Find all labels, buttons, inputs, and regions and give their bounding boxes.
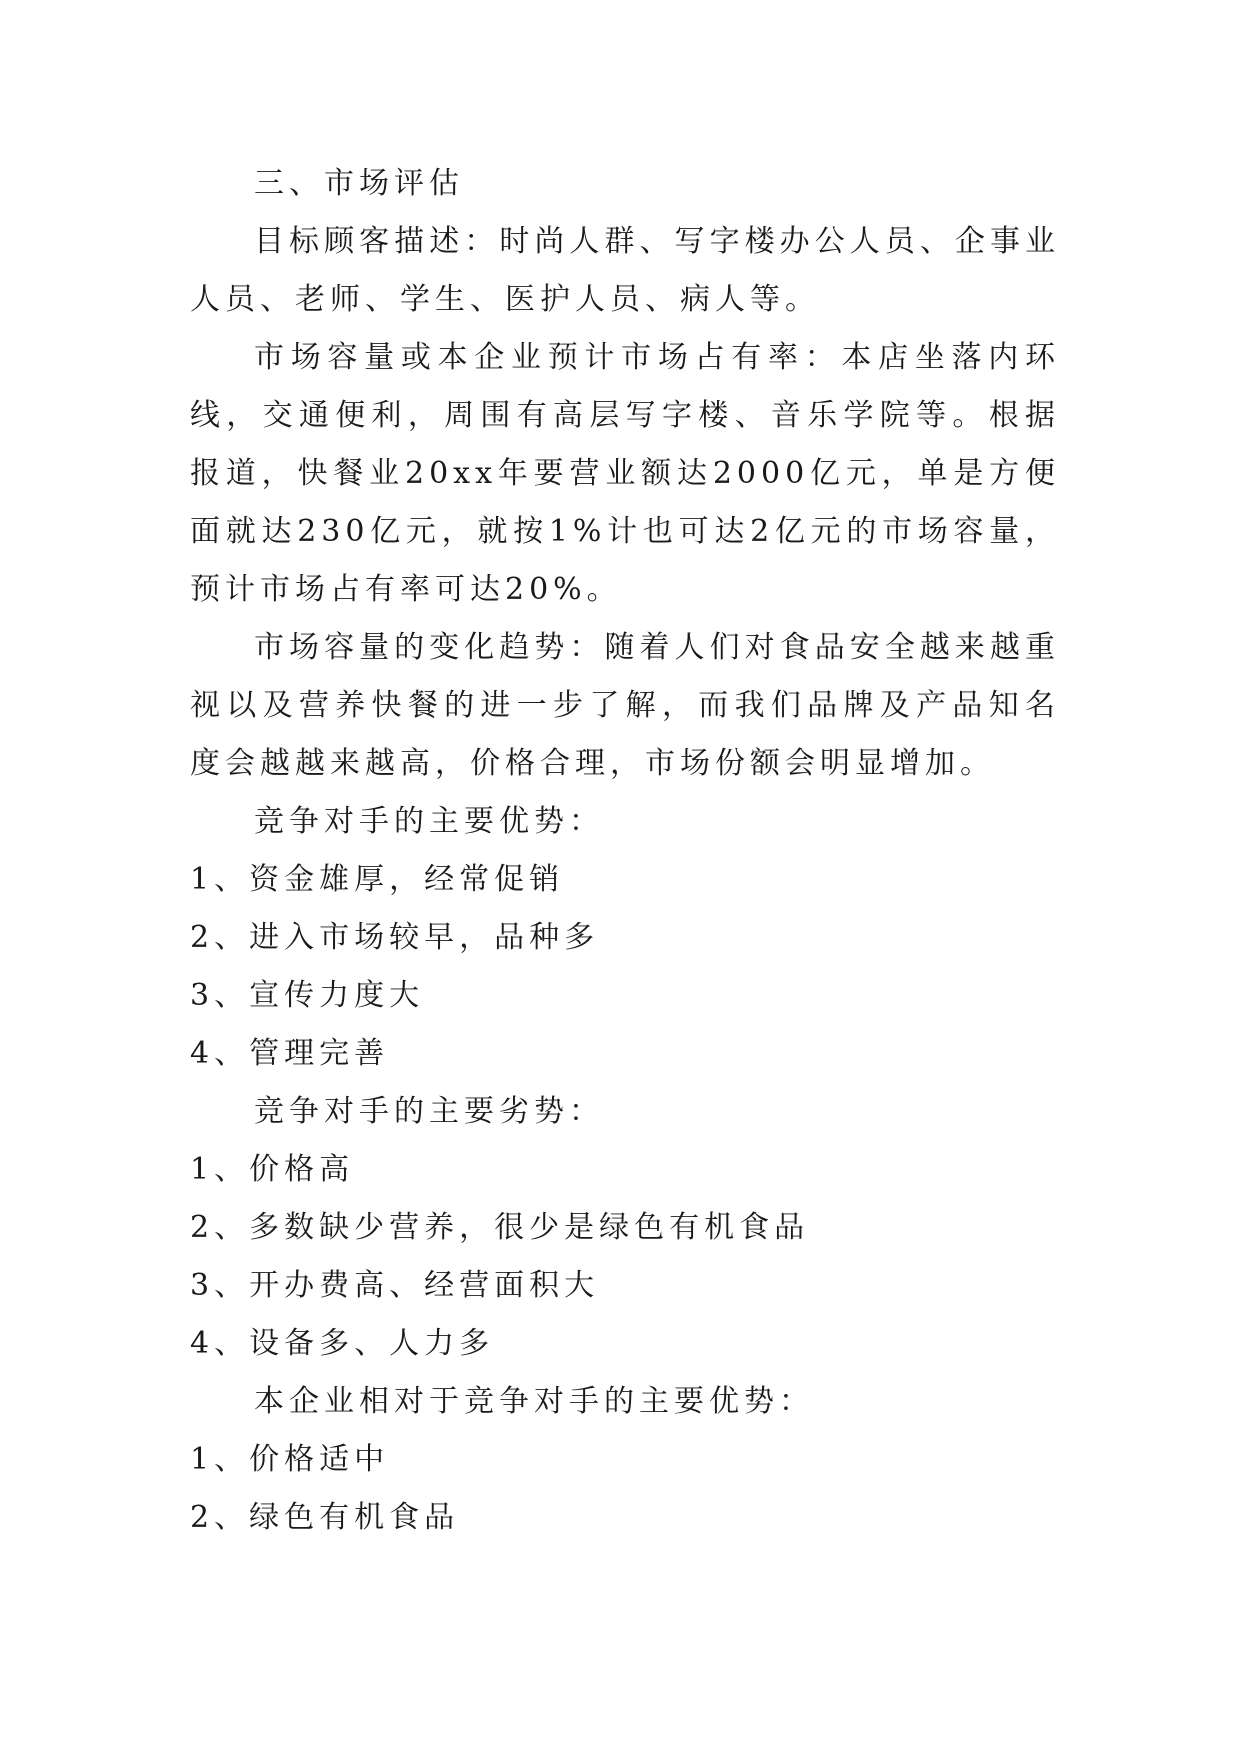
list-item: 2、绿色有机食品 — [190, 1500, 460, 1535]
competitor-weaknesses-heading: 竞争对手的主要劣势： — [254, 1094, 604, 1129]
list-item: 2、进入市场较早，品种多 — [190, 920, 600, 955]
list-item: 3、开办费高、经营面积大 — [190, 1268, 600, 1303]
list-item: 1、价格适中 — [190, 1442, 390, 1477]
market-capacity-paragraph: 市场容量或本企业预计市场占有率：本店坐落内环线，交通便利，周围有高层写字楼、音乐学院等。根据报道，快餐业20xx年要营业额达2000亿元，单是方便面就达230亿元，就按1%计也可达2亿元的市场容量，预计市场占有率可达20%。 — [190, 340, 1060, 607]
section-heading: 三、市场评估 — [254, 166, 464, 201]
list-item: 4、设备多、人力多 — [190, 1326, 495, 1361]
list-item: 2、多数缺少营养，很少是绿色有机食品 — [190, 1210, 810, 1245]
competitor-strengths-heading: 竞争对手的主要优势： — [254, 804, 604, 839]
list-item: 4、管理完善 — [190, 1036, 390, 1071]
target-customers-paragraph: 目标顾客描述：时尚人群、写字楼办公人员、企事业人员、老师、学生、医护人员、病人等。 — [190, 224, 1060, 317]
list-item: 1、价格高 — [190, 1152, 355, 1187]
our-advantages-heading: 本企业相对于竞争对手的主要优势： — [254, 1384, 814, 1419]
market-trend-paragraph: 市场容量的变化趋势：随着人们对食品安全越来越重视以及营养快餐的进一步了解，而我们品牌及产品知名度会越越来越高，价格合理，市场份额会明显增加。 — [190, 630, 1060, 781]
list-item: 3、宣传力度大 — [190, 978, 425, 1013]
document-body — [190, 155, 1060, 1547]
list-item: 1、资金雄厚，经常促销 — [190, 862, 565, 897]
